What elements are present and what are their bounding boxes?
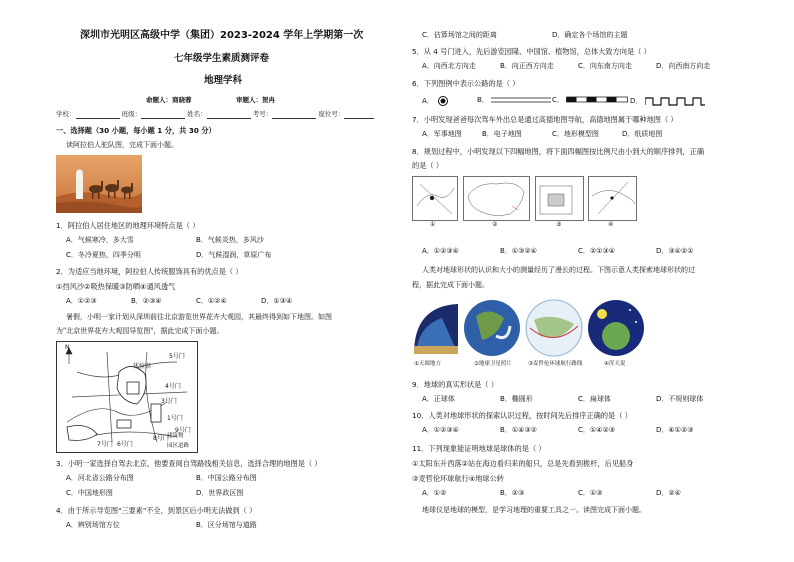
fig-satellite-photo: ②地球卫星照片 — [474, 361, 512, 367]
field-seat: 座位号： — [318, 110, 345, 118]
q10-stem: 10．人类对地球形状的探索认识过程，按时间先后排序正确的是（ ） — [412, 411, 632, 420]
field-school: 学校： — [56, 110, 76, 118]
q11-option-d[interactable]: D．②④ — [656, 489, 681, 497]
q5-option-d[interactable]: D．向西南方向走 — [656, 62, 711, 70]
q1-option-d[interactable]: D．气候湿润，草原广布 — [196, 251, 272, 259]
boundary-symbol-icon — [645, 96, 705, 106]
q10-option-b[interactable]: B．①④③② — [500, 426, 537, 434]
q5-stem: 5．从 4 号门进入，先后游览园隆、中国馆、植物馆，总体大致方向是（ ） — [412, 47, 651, 56]
q9-stem: 9．地球的真实形状是（ ） — [412, 380, 498, 389]
section1-intro: 读阿拉伯人驼队图，完成下面小题。 — [66, 141, 178, 149]
q2-option-d[interactable]: D．①③④ — [261, 297, 293, 305]
q1-stem: 1．阿拉伯人居住地区的地理环境特点是（ ） — [56, 221, 200, 230]
q10-option-c[interactable]: C．①④②③ — [578, 426, 615, 434]
gate-5-label: 5号门 — [169, 353, 185, 360]
north-label: N — [65, 344, 70, 351]
beijing-passage-line1: 暑假，小明一家计划从深圳前往北京游览世界花卉大观园，其最终得到如下地图。如图 — [66, 313, 332, 321]
fig-sky-round-earth-square: ①天圆地方 — [414, 361, 441, 367]
q10-option-d[interactable]: D．④①②③ — [656, 426, 694, 434]
q3-option-d[interactable]: D．世界政区图 — [196, 489, 244, 497]
gate-6-label: 6号门 — [117, 441, 133, 448]
q10-option-a[interactable]: A．①②③④ — [422, 426, 459, 434]
q6-option-c-label: C． — [552, 96, 564, 104]
q2-option-b[interactable]: B．②③④ — [131, 297, 162, 305]
q8-option-b[interactable]: B．①③②④ — [500, 247, 537, 255]
subject-title: 地理学科 — [204, 75, 243, 86]
q8-stem-line1: 8．规划过程中，小明发现以下四幅地图，将下面四幅图按比例尺由小到大的顺序排列，正确 — [412, 147, 705, 156]
gate-8-label: 8号门 — [153, 435, 169, 442]
q5-option-b[interactable]: B．向正西方向走 — [500, 62, 554, 70]
scale-maps-figure — [412, 176, 650, 230]
q9-option-b[interactable]: B．椭圆形 — [500, 395, 533, 403]
railway-symbol-icon — [566, 96, 628, 104]
q5-option-c[interactable]: C．向东南方向走 — [578, 62, 632, 70]
map-4-label: ④ — [608, 221, 614, 228]
q3-option-a[interactable]: A．河北省公路分布图 — [66, 474, 134, 482]
q9-option-a[interactable]: A．正球体 — [422, 395, 455, 403]
q1-option-a[interactable]: A．气候寒冷，多大雪 — [66, 236, 134, 244]
map-1-label: ① — [430, 221, 436, 228]
section1-heading: 一、选择题（30 小题，每小题 1 分，共 30 分） — [56, 126, 216, 135]
q3-stem: 3．小明一家选择自驾去北京，他要查阅自驾路线相关信息，选择合理的地图是（ ） — [56, 459, 322, 468]
double-line-symbol-icon — [491, 96, 551, 104]
seat-blank[interactable] — [344, 111, 374, 119]
q4-stem: 4．由于所示导览图"三要素"不全，到景区后小明无法做到（ ） — [56, 506, 257, 515]
q3-option-c[interactable]: C．中国地形图 — [66, 489, 113, 497]
q6-option-c[interactable] — [552, 96, 628, 105]
map-2-label: ② — [492, 221, 498, 228]
gate-1-label: 1号门 — [167, 415, 183, 422]
q4-option-c[interactable]: C．估算场馆之间的距离 — [422, 31, 497, 39]
gate-3-label: 3号门 — [161, 398, 177, 405]
q9-option-c[interactable]: C．扁球体 — [578, 395, 611, 403]
q5-option-a[interactable]: A．向西北方向走 — [422, 62, 476, 70]
field-name: 姓名： — [187, 110, 207, 118]
capital-symbol-icon — [436, 96, 450, 106]
field-exam-no: 考号： — [252, 110, 273, 118]
q7-stem: 7．小明发现爸爸每次驾车外出总是通过高德地图导航，高德地图属于哪种地图（ ） — [412, 115, 678, 124]
q1-option-b[interactable]: B．气候炎热，多风沙 — [196, 236, 264, 244]
gate-4-label: 4号门 — [165, 383, 181, 390]
q11-items-line1: ①太阳东升西落②站在海边看归来的船只，总是先看到桅杆，后见船身 — [412, 459, 634, 468]
globe-passage: 地球仪是地球的模型，是学习地理的重要工具之一。读图完成下面小题。 — [422, 506, 646, 514]
q6-option-b-label: B． — [477, 96, 489, 104]
q8-option-d[interactable]: D．③④②① — [656, 247, 694, 255]
q4-option-b[interactable]: B．区分场馆与道路 — [196, 521, 257, 529]
q7-option-d[interactable]: D．纸质地图 — [622, 130, 663, 138]
camel-caravan-photo — [56, 155, 142, 213]
q6-option-a-label: A． — [422, 97, 434, 105]
school-blank[interactable] — [76, 111, 120, 119]
gate-7-label: 7号门 — [97, 441, 113, 448]
earth-passage-line1: 人类对地球形状的认识和大小的测量经历了漫长的过程。下图示意人类探索地球形状的过 — [422, 266, 695, 274]
q4-option-a[interactable]: A．辨别场馆方位 — [66, 521, 120, 529]
info-fields — [56, 110, 374, 119]
q2-stem: 2．为适应当地环境，阿拉伯人传统服饰具有的优点是（ ） — [56, 267, 243, 276]
author-label: 命题人：商晓蓉 — [146, 96, 192, 104]
q6-option-d-label: D． — [630, 97, 643, 105]
venue-label: 体验馆 — [133, 363, 152, 370]
fig-magellan-route: ③麦哲伦环球航行路线 — [528, 361, 583, 367]
q7-option-b[interactable]: B．电子地图 — [482, 130, 522, 138]
legend-building: 建筑物 — [167, 433, 184, 439]
q3-option-b[interactable]: B．中国公路分布图 — [196, 474, 257, 482]
q4-option-d[interactable]: D．确定各个场馆的主题 — [552, 31, 628, 39]
q2-option-c[interactable]: C．①②④ — [196, 297, 227, 305]
q7-option-a[interactable]: A．军事地图 — [422, 130, 462, 138]
q8-option-c[interactable]: C．②①③④ — [578, 247, 615, 255]
earth-passage-line2: 程，据此完成下面小题。 — [412, 281, 489, 289]
q2-items: ①挡风沙②吸热保暖③防晒④通风透气 — [56, 282, 176, 291]
q6-option-a[interactable] — [422, 96, 450, 106]
beijing-passage-line2: 为"北京世界花卉大观园导览图"，据此完成下面小题。 — [56, 327, 224, 335]
q8-option-a[interactable]: A．①②③④ — [422, 247, 459, 255]
q1-option-c[interactable]: C．冬冷夏热，四季分明 — [66, 251, 141, 259]
q9-option-d[interactable]: D．不规则球体 — [656, 395, 704, 403]
earth-exploration-figure — [412, 296, 650, 374]
q11-option-b[interactable]: B．②③ — [500, 489, 525, 497]
q2-option-a[interactable]: A．①②③ — [66, 297, 97, 305]
q11-items-line2: ③麦哲伦环球航行④地球公转 — [412, 474, 504, 483]
q6-stem: 6．下列图例中表示公路的是（ ） — [412, 79, 520, 88]
class-blank[interactable] — [141, 111, 185, 119]
q11-option-a[interactable]: A．①② — [422, 489, 447, 497]
reviewer-label: 审题人：贺冉 — [236, 96, 275, 104]
q6-option-b[interactable] — [477, 96, 551, 105]
legend-road: 园区道路 — [167, 443, 190, 449]
q6-option-d[interactable] — [630, 96, 705, 106]
q7-option-c[interactable]: C．地形模型图 — [552, 130, 599, 138]
exam-title: 深圳市光明区高级中学（集团）2023-2024 学年上学期第一次 — [80, 30, 364, 41]
exam-no-blank[interactable] — [272, 111, 316, 119]
fig-huntian-theory: ④浑天说 — [604, 361, 626, 367]
q11-stem: 11．下列现象能证明地球是球体的是（ ） — [412, 444, 546, 453]
field-class: 班级： — [121, 110, 142, 118]
name-blank[interactable] — [207, 111, 251, 119]
map-3-label: ③ — [556, 221, 562, 228]
q11-option-c[interactable]: C．①③ — [578, 489, 603, 497]
q8-stem-line2: 的是（ ） — [412, 161, 444, 170]
exam-subtitle: 七年级学生素质测评卷 — [174, 53, 270, 64]
park-guide-map — [56, 341, 198, 453]
gate-9-label: 9号门 — [175, 427, 191, 434]
